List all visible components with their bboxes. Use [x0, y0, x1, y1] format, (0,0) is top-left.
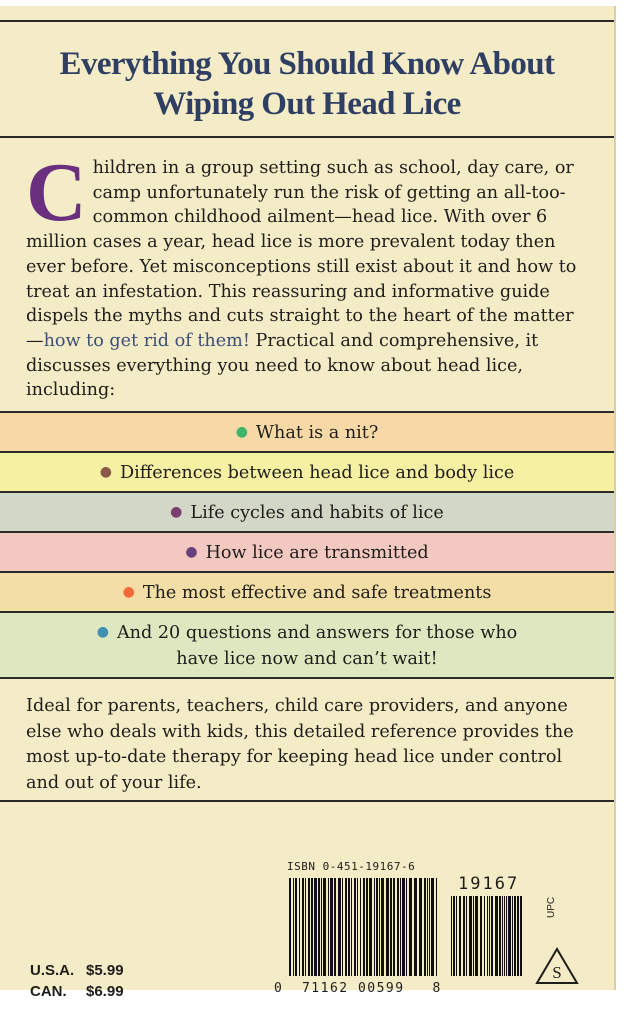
- barcode-bar: [504, 896, 505, 976]
- barcode-bar: [299, 878, 300, 976]
- barcode-bar: [520, 896, 522, 976]
- blurb-paragraph: [26, 146, 580, 403]
- barcode-bar: [406, 878, 407, 976]
- barcode-bar: [289, 878, 291, 976]
- cover-title: [0, 44, 614, 124]
- topic-label: Life cycles and habits of lice: [190, 502, 444, 523]
- price-region: CAN.: [30, 983, 67, 1000]
- barcode-bar: [318, 878, 320, 976]
- barcode-bar: [456, 896, 457, 976]
- barcode-bar: [379, 878, 380, 976]
- book-back-cover: [0, 6, 616, 1000]
- barcode-bar: [491, 896, 493, 976]
- price-region: U.S.A.: [30, 962, 75, 979]
- barcode-bar: [466, 896, 467, 976]
- barcode-bar: [323, 878, 326, 976]
- price-row-canada: [30, 981, 124, 1002]
- price-value: $6.99: [86, 983, 124, 1000]
- barcode-bar: [502, 896, 503, 976]
- barcode-bar: [429, 878, 430, 976]
- barcode-bar: [427, 878, 428, 976]
- closing-paragraph: Ideal for parents, teachers, child care providers, and anyone else who deals with kids, this detailed reference provides the most up-to-date therapy for keeping head lice under control and out of your life.: [26, 696, 574, 793]
- topic-label: What is a nit?: [255, 422, 379, 443]
- top-rule: [0, 20, 614, 22]
- title-line-2: Wiping Out Head Lice: [153, 86, 461, 122]
- barcode-bar: [348, 878, 350, 976]
- drop-cap: C: [26, 146, 87, 239]
- bullet-icon: ●: [185, 543, 198, 560]
- price-value: $5.99: [86, 962, 124, 979]
- barcode-digits: 0 71162 00599 8: [274, 981, 442, 996]
- barcode-bar: [342, 878, 343, 976]
- barcode-bar: [295, 878, 297, 976]
- barcode-bar: [397, 878, 399, 976]
- barcode-bar: [484, 896, 485, 976]
- barcode-bar: [409, 878, 412, 976]
- barcode-bar: [381, 878, 384, 976]
- barcode-bar: [366, 878, 368, 976]
- barcode-bar: [473, 896, 474, 976]
- barcode-bar: [489, 896, 490, 976]
- blurb-text-continued: Practical and comprehensive, it discusses everything you need to know about head lice, including:: [26, 330, 539, 401]
- bottom-rule: [0, 800, 614, 802]
- topic-label: The most effective and safe treatments: [142, 582, 492, 603]
- barcode-bar: [302, 878, 304, 976]
- barcode-bar: [354, 878, 356, 976]
- barcode-bar: [308, 878, 310, 976]
- barcode-bar: [459, 896, 461, 976]
- barcode-bar: [480, 896, 482, 976]
- bullet-icon: ●: [235, 423, 248, 440]
- barcode-bar: [487, 896, 488, 976]
- barcode-bar: [328, 878, 329, 976]
- price-row-usa: [30, 960, 124, 981]
- isbn-number: ISBN 0-451-19167-6: [287, 860, 416, 873]
- barcode-bar: [419, 878, 422, 976]
- barcode-bar: [400, 878, 401, 976]
- barcode-bar: [386, 878, 389, 976]
- topic-band: [0, 571, 614, 611]
- bullet-icon: ●: [96, 623, 109, 640]
- barcode-bar: [402, 878, 405, 976]
- price-list: [30, 960, 124, 1002]
- publisher-logo-icon: [534, 946, 580, 986]
- barcode-bar: [463, 896, 465, 976]
- barcode-bar: [390, 878, 392, 976]
- upc-add-on-number: 19167: [458, 874, 520, 894]
- bullet-icon: ●: [122, 583, 135, 600]
- barcode-bar: [311, 878, 313, 976]
- topic-label-line-2: have lice now and can’t wait!: [176, 648, 438, 669]
- topic-band: [0, 611, 614, 679]
- barcode-bar: [357, 878, 358, 976]
- barcode-bar: [305, 878, 306, 976]
- topic-label: How lice are transmitted: [205, 542, 429, 563]
- barcode-bar: [451, 896, 452, 976]
- publisher-mark: S: [552, 963, 562, 982]
- barcode-bar: [351, 878, 352, 976]
- barcode-bar: [363, 878, 365, 976]
- barcode-bar: [508, 896, 511, 976]
- barcode-bar: [393, 878, 395, 976]
- barcode-bar: [334, 878, 336, 976]
- barcode-bar: [453, 896, 455, 976]
- barcode-bar: [338, 878, 341, 976]
- barcode-bar: [436, 878, 437, 976]
- topic-band: [0, 531, 614, 571]
- upc-label: UPC: [546, 896, 557, 918]
- bullet-icon: ●: [99, 463, 112, 480]
- barcode-bar: [495, 896, 498, 976]
- bullet-icon: ●: [170, 503, 183, 520]
- barcode-bar: [414, 878, 417, 976]
- barcode-bar: [475, 896, 478, 976]
- barcode-bar: [424, 878, 426, 976]
- barcode-bar: [345, 878, 347, 976]
- blurb-highlight: how to get rid of them!: [43, 330, 250, 351]
- title-line-1: Everything You Should Know About: [59, 46, 555, 82]
- barcode-bar: [499, 896, 501, 976]
- topic-band: [0, 491, 614, 531]
- barcode-bar: [517, 896, 519, 976]
- barcode-bar: [330, 878, 333, 976]
- barcode-bar: [431, 878, 434, 976]
- barcode-bar: [469, 896, 472, 976]
- barcode-bar: [293, 878, 294, 976]
- barcode-bar: [514, 896, 516, 976]
- barcode-bar: [506, 896, 507, 976]
- blurb-text: hildren in a group setting such as school, day care, or camp unfortunately run the risk of getting an all-too-common childhood ailment—head lice. With over 6 million cases a year, head lice is more prevalent today then ever before. Yet misconceptions still exist about it and how to treat an infestation. This reassuring and informative guide dispels the myths and cuts straight to the heart of the matter—: [26, 158, 577, 351]
- barcode-bar: [360, 878, 361, 976]
- barcode-bar: [376, 878, 378, 976]
- barcode-bar: [321, 878, 322, 976]
- barcode-bar: [374, 878, 375, 976]
- topic-label: Differences between head lice and body lice: [119, 462, 515, 483]
- title-rule: [0, 136, 614, 138]
- topic-band: [0, 451, 614, 491]
- topic-label-line-1: And 20 questions and answers for those who: [116, 622, 518, 643]
- barcode-bar: [512, 896, 513, 976]
- barcode-bar: [314, 878, 317, 976]
- topic-band: [0, 411, 614, 451]
- barcode-bar: [369, 878, 372, 976]
